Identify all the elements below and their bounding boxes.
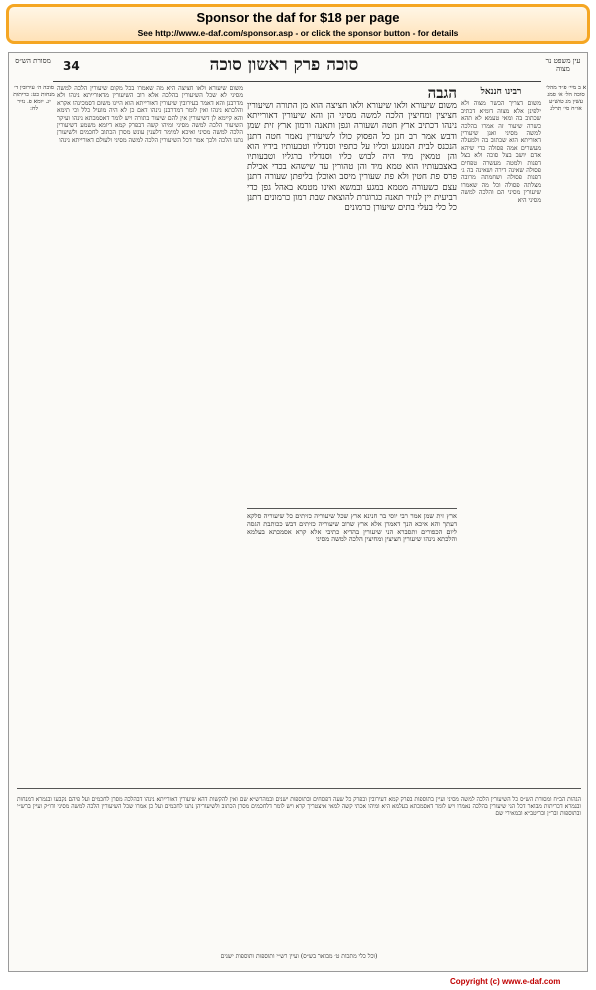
sponsor-link[interactable]: See http://www.e-daf.com/sponsor.asp - or click the sponsor button - for details (137, 28, 459, 38)
gemara-lower-text: ארץ זית שמן אמר רבי יוסי בר חנינא ארץ שכל שיעוריה כזיתים כל שיעוריה סלקא דעתך והא איכא הנך דאמרן אלא ארץ שרוב שיעוריה כזיתים דבש ככותבת הגסה ליום הכפורים ותסברא הני שיעורין בהדיא כתיבי אלא קרא אסמכתא בעלמא והלכתא נינהו שיעורין חציצין ומחיצין הלכה למשה מסיני (247, 513, 457, 544)
rashi-column (461, 85, 541, 785)
left-margin-text: סוכה ה׳ עירובין ד׳ מנחות כט: כריתות יג. יומא פ. נזיר לח: (13, 85, 55, 112)
left-margin-references (13, 85, 55, 785)
page-title: סוכה פרק ראשון סוכה (209, 55, 359, 75)
talmud-page-scan (8, 52, 588, 972)
rashi-text: משום דצריך הכשר מצוה ולא ילפינן אלא מצוה דומיא דכתיב שכתוב בה ומאי טעמא לא תהא כשרה שיעור זה אמרו בהלכה למשה מסיני ואנן שיעורין דאוריתא הוא שכתוב בה ולמעלה מעשרים אמה פסולה כדי שיהא אדם יושב בצל סוכה ולא בצל דפנות ולמטה מעשרה טפחים פסולה שאינה דירה ושאינה בה ג׳ דפנות פסולה ושחמתה מרובה מצלתה פסולה וכל מה שאמרו שיעורין מסיני הם והלכה למשה מסיני היא (461, 100, 541, 204)
gemara-opening-word: הגבה (427, 85, 457, 102)
sponsor-title: Sponsor the daf for $18 per page (196, 10, 400, 25)
gemara-lower-column (247, 513, 457, 785)
sponsor-banner[interactable] (6, 4, 590, 44)
page-number: 34 (63, 59, 80, 73)
gemara-divider (247, 508, 457, 509)
tosafot-text: משום שיעורא ולאו חציצה היא מה שאמרו בכל מקום שיעורין הלכה למשה מסיני לא שכל השיעורין בהלכה אלא רוב השיעורין מדאורייתא נינהו ולא מדרבנן והא דאמר בעירובין שיעורין דאורייתא הוא היינו משום דסמכינהו אקרא והלכתא נינהו ואין לומר דמדרבנן נינהו דאם כן לא היה מועיל כלל וכי תימא והא קיימא לן דשיעורין אין להם שיעור בתורה ויש לומר דאסמכתא נינהו ועיקר השיעור הלכה למשה מסיני ומיהו קשה דבפרק קמא דיומא משמע דשיעורין הלכה למשה מסיני ואיכא למימר דלענין עונש מסרן הכתוב לחכמים ולשיעורן נתנו הלכה ולכך אמר דכל השיעורין הלכה למשה מסיני ולעולם דאורייתא נינהו (57, 85, 243, 144)
right-margin-references (545, 85, 587, 785)
tosafot-column (57, 85, 243, 785)
bottom-commentary (17, 791, 581, 951)
copyright-link[interactable]: Copyright (c) www.e-daf.com (450, 977, 561, 986)
commentary-divider (17, 788, 581, 789)
header-divider (53, 81, 541, 82)
page-header (9, 55, 587, 81)
masoret-hashas-label: מסורת הש״ס (15, 57, 51, 65)
page-footer-note: (וכל כלי מתכות ט׳ מבואר בש״ס) ועיין רש״י ותוספות ותוספות ישנים (220, 953, 378, 960)
bottom-commentary-text: הגהות הב״ח ומסורת הש״ס כל השיעורין הלכה למשה מסיני ועיין בתוספות בפרק קמא דעירובין ובפרק כל שעה דפסחים ובתוספות ישנים ובמהרש״א שם ואין להקשות דהא שיעורין דאורייתא נינהו דבהלכה מסרן לחכמים ועל פיהם נקבעו ובגמרא דמנחות ובגמרא דכריתות מבואר דכל הני שיעורין בהלכה נאמרו ויש לומר דאסמכתא בעלמא היא ומיהו אכתי קשה למאי איצטריך קרא ויש לומר דלחכמים מסרן הכתוב ולשיעוריהן נתנו לחכמים ועל כן אמרו שכל השיעורין הלכה למשה מסיני ודו״ק ועיין ברש״י ובתוספות ובר״ן ובריטב״א ובמאירי שם (17, 796, 581, 818)
rabbeinu-chananel-heading: רבינו חננאל (480, 87, 522, 97)
gemara-column (247, 85, 457, 505)
right-margin-text: א ב מיי׳ פ״ד מהל׳ סוכה הל׳ א׳ סמג עשין מג טוש״ע או״ח סי׳ תרלג (545, 85, 587, 112)
ein-mishpat-label: עין משפט נר מצוה (545, 57, 581, 73)
gemara-text: משום שיעורא ולאו שיעורא ולאו חציצה הוא מן התורה ושיעורין חציצין ומחיצין הלכה למשה מסיני הן והא שיעורין דאורייתא נינהו דכתיב ארץ חטה ושעורה וגפן ותאנה ורמון ארץ זית שמן ודבש אמר רב חנן כל הפסוק כולו לשיעורין נאמר חטה דתנן הנכנס לבית המנוגע וכליו על כתפיו וסנדליו וטבעותיו בידיו הוא והן טמאין מיד היה לבוש כליו וסנדליו ברגליו וטבעותיו באצבעותיו הוא טמא מיד והן טהורין עד שישהא בכדי אכילת פרס פת חטין ולא פת שעורין מיסב ואוכלן בליפתן שעורה דתנן עצם כשעורה מטמא במגע ובמשא ואינו מטמא באהל גפן כדי רביעית יין לנזיר תאנה כגרוגרת להוצאת שבת רמון כרמונים דתנן כל כלי בעלי בתים שיעורן כרמונים (247, 101, 457, 214)
